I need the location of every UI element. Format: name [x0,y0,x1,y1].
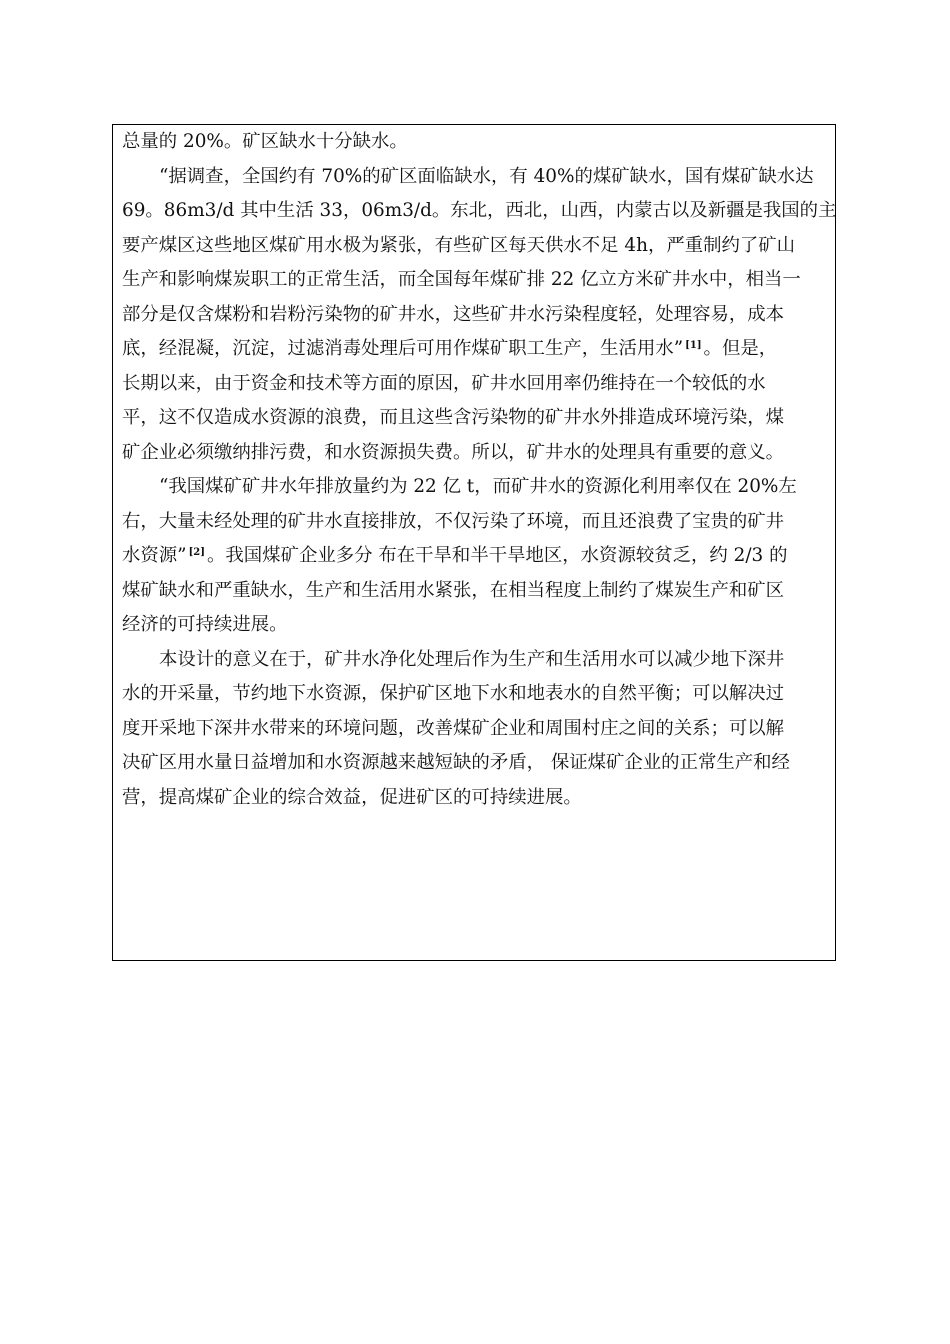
document-body [122,125,837,815]
paragraph-line: 营，提高煤矿企业的综合效益，促进矿区的可持续进展。 [122,786,582,808]
paragraph-line: 长期以来，由于资金和技术等方面的原因，矿井水回用率仍维持在一个较低的水 [122,372,766,394]
paragraph-line: 水的开采量，节约地下水资源，保护矿区地下水和地表水的自然平衡；可以解决过 [122,683,785,704]
line-text: 。我国煤矿企业多分 布在干旱和半干旱地区，水资源较贫乏，约 2/3 的 [207,545,788,566]
text-frame [112,124,836,961]
paragraph-line: 煤矿缺水和严重缺水，生产和生活用水紧张，在相当程度上制约了煤炭生产和矿区 [122,579,785,601]
paragraph-line: 部分是仅含煤粉和岩粉污染物的矿井水，这些矿井水污染程度轻，处理容易，成本 [122,303,785,325]
paragraph-line: “我国煤矿矿井水年排放量约为 22 亿 t，而矿井水的资源化利用率仅在 20%左 [159,476,797,497]
paragraph-line: 生产和影响煤炭职工的正常生活，而全国每年煤矿排 22 亿立方米矿井水中，相当一 [122,269,801,290]
line-text: 。但是， [703,338,778,359]
paragraph-line: 69。86m3/d 其中生活 33，06m3/d。东北，西北，山西，内蒙古以及新疆是我国的主 [122,200,837,221]
line-text: 底，经混凝，沉淀，过滤消毒处理后可用作煤矿职工生产，生活用水” [122,338,684,359]
paragraph-line-with-citation [122,332,830,367]
line-text: 水资源” [122,545,187,566]
paragraph-line: 平，这不仅造成水资源的浪费，而且这些含污染物的矿井水外排造成环境污染，煤 [122,407,785,428]
paragraph-line: 要产煤区这些地区煤矿用水极为紧张，有些矿区每天供水不足 4h，严重制约了矿山 [122,234,796,256]
paragraph-line: 度开采地下深井水带来的环境问题，改善煤矿企业和周围村庄之间的关系；可以解 [122,717,785,739]
paragraph-line: 右，大量未经处理的矿井水直接排放，不仅污染了环境，而且还浪费了宝贵的矿井 [122,510,785,532]
paragraph-line: 经济的可持续进展。 [122,614,288,635]
paragraph-line-with-citation [122,539,830,574]
paragraph-line: 矿企业必须缴纳排污费，和水资源损失费。所以，矿井水的处理具有重要的意义。 [122,441,785,463]
paragraph-line: “据调查，全国约有 70%的矿区面临缺水，有 40%的煤矿缺水，国有煤矿缺水达 [159,165,814,187]
citation-ref-1: [1] [685,340,702,351]
citation-ref-2: [2] [188,547,205,558]
paragraph-line: 决矿区用水量日益增加和水资源越来越短缺的矛盾， 保证煤矿企业的正常生产和经 [122,752,790,773]
paragraph-line: 本设计的意义在于，矿井水净化处理后作为生产和生活用水可以减少地下深井 [159,648,785,670]
paragraph-line: 总量的 20%。矿区缺水十分缺水。 [122,131,408,152]
